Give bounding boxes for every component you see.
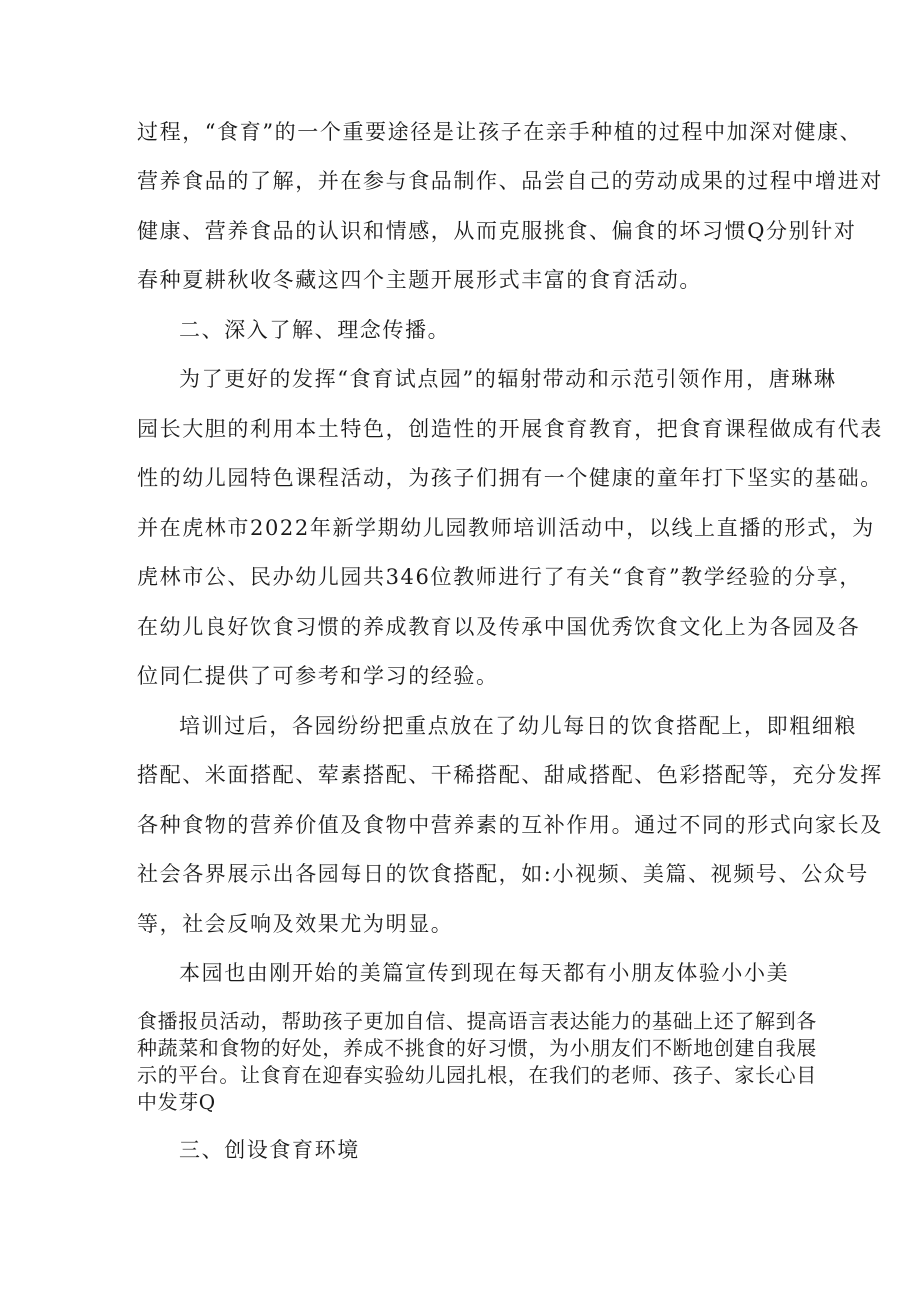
text-line: 在幼儿良好饮食习惯的养成教育以及传承中国优秀饮食文化上为各园及各 <box>137 615 861 639</box>
text-line: 示的平台。让食育在迎春实验幼儿园扎根，在我们的老师、孩子、家长心目 <box>137 1063 817 1087</box>
text-line: 性的幼儿园特色课程活动，为孩子们拥有一个健康的童年打下坚实的基础。 <box>137 466 883 490</box>
text-line: 春种夏耕秋收冬藏这四个主题开展形式丰富的食育活动。 <box>137 268 702 292</box>
text-line: 园长大胆的利用本土特色，创造性的开展食育教育，把食育课程做成有代表 <box>137 417 883 441</box>
text-line: 培训过后，各园纷纷把重点放在了幼儿每日的饮食搭配上，即粗细粮 <box>179 714 857 738</box>
text-line: 等，社会反响及效果尤为明显。 <box>137 912 454 936</box>
text-line: 虎林市公、民办幼儿园共346位教师进行了有关“食育”教学经验的分享， <box>137 565 862 589</box>
text-line: 搭配、米面搭配、荤素搭配、干稀搭配、甜咸搭配、色彩搭配等，充分发挥 <box>137 763 883 787</box>
text-line: 并在虎林市2022年新学期幼儿园教师培训活动中，以线上直播的形式，为 <box>137 516 875 540</box>
text-line: 健康、营养食品的认识和情感，从而克服挑食、偏食的坏习惯Q分别针对 <box>137 219 857 243</box>
text-line: 营养食品的了解，并在参与食品制作、品尝自己的劳动成果的过程中增进对 <box>137 169 883 193</box>
text-line: 本园也由刚开始的美篇宣传到现在每天都有小朋友体验小小美 <box>179 961 790 985</box>
text-line: 为了更好的发挥“食育试点园”的辐射带动和示范引领作用，唐琳琳 <box>179 367 837 391</box>
text-line: 过程，“食育”的一个重要途径是让孩子在亲手种植的过程中加深对健康、 <box>137 120 863 144</box>
text-line: 种蔬菜和食物的好处，养成不挑食的好习惯，为小朋友们不断地创建自我展 <box>137 1036 817 1060</box>
text-line: 各种食物的营养价值及食物中营养素的互补作用。通过不同的形式向家长及 <box>137 813 883 837</box>
text-line: 中发芽Q <box>137 1090 216 1114</box>
heading-text: 三、创设食育环境 <box>179 1138 360 1162</box>
text-line: 位同仁提供了可参考和学习的经验。 <box>137 664 499 688</box>
heading-text: 二、深入了解、理念传播。 <box>179 318 451 342</box>
text-line: 社会各界展示出各园每日的饮食搭配，如:小视频、美篇、视频号、公众号 <box>137 862 869 886</box>
text-line: 食播报员活动，帮助孩子更加自信、提高语言表达能力的基础上还了解到各 <box>137 1009 817 1033</box>
